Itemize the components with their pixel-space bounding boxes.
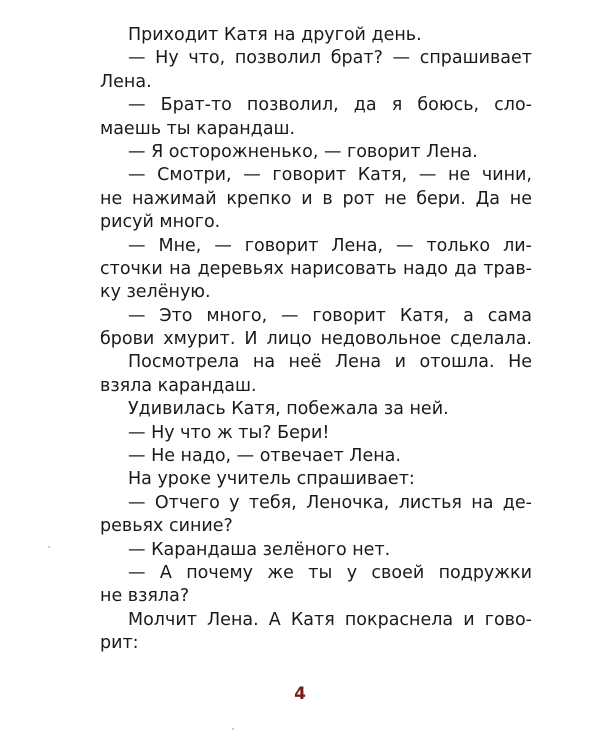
story-text <box>100 24 532 656</box>
text-line: ку зелёную. <box>100 282 211 303</box>
text-line: — Ну что ж ты? Бери! <box>128 422 330 443</box>
text-line: Молчит Лена. А Катя покраснела и гово- <box>128 609 532 630</box>
text-line: Удивилась Катя, побежала за ней. <box>128 399 449 420</box>
text-line: не взяла? <box>100 586 190 607</box>
text-line: Лена. <box>100 71 152 92</box>
text-line: не нажимай крепко и в рот не бери. Да не <box>100 188 532 209</box>
text-line: ревьях синие? <box>100 516 233 537</box>
text-line: брови хмурит. И лицо недовольное сделала. <box>100 329 532 350</box>
text-line: — Отчего у тебя, Леночка, листья на де- <box>128 492 532 513</box>
text-line: Приходит Катя на другой день. <box>128 25 422 45</box>
text-line: рисуй много. <box>100 212 221 233</box>
text-line: — Я осторожненько, — говорит Лена. <box>128 141 478 162</box>
text-line: — Мне, — говорит Лена, — только ли- <box>128 235 532 256</box>
text-line: рит: <box>100 633 139 654</box>
text-line: маешь ты карандаш. <box>100 118 296 139</box>
text-line: Посмотрела на неё Лена и отошла. Не <box>128 352 532 373</box>
scan-dust-mark <box>232 728 234 730</box>
text-line: — А почему же ты у своей подружки <box>128 562 532 583</box>
page-number: 4 <box>294 684 306 704</box>
text-line: — Карандаша зелёного нет. <box>128 539 391 560</box>
text-line: — Смотри, — говорит Катя, — не чини, <box>128 165 532 186</box>
text-line: — Не надо, — отвечает Лена. <box>128 446 401 467</box>
scan-dust-mark <box>48 546 50 548</box>
text-line: взяла карандаш. <box>100 375 257 396</box>
text-line: — Это много, — говорит Катя, а сама <box>128 305 532 326</box>
text-line: — Брат-то позволил, да я боюсь, сло- <box>128 95 532 116</box>
text-line: На уроке учитель спрашивает: <box>128 469 415 490</box>
text-line: — Ну что, позволил брат? — спрашивает <box>128 48 532 69</box>
text-line: сточки на деревьях нарисовать надо да трав- <box>100 258 532 279</box>
